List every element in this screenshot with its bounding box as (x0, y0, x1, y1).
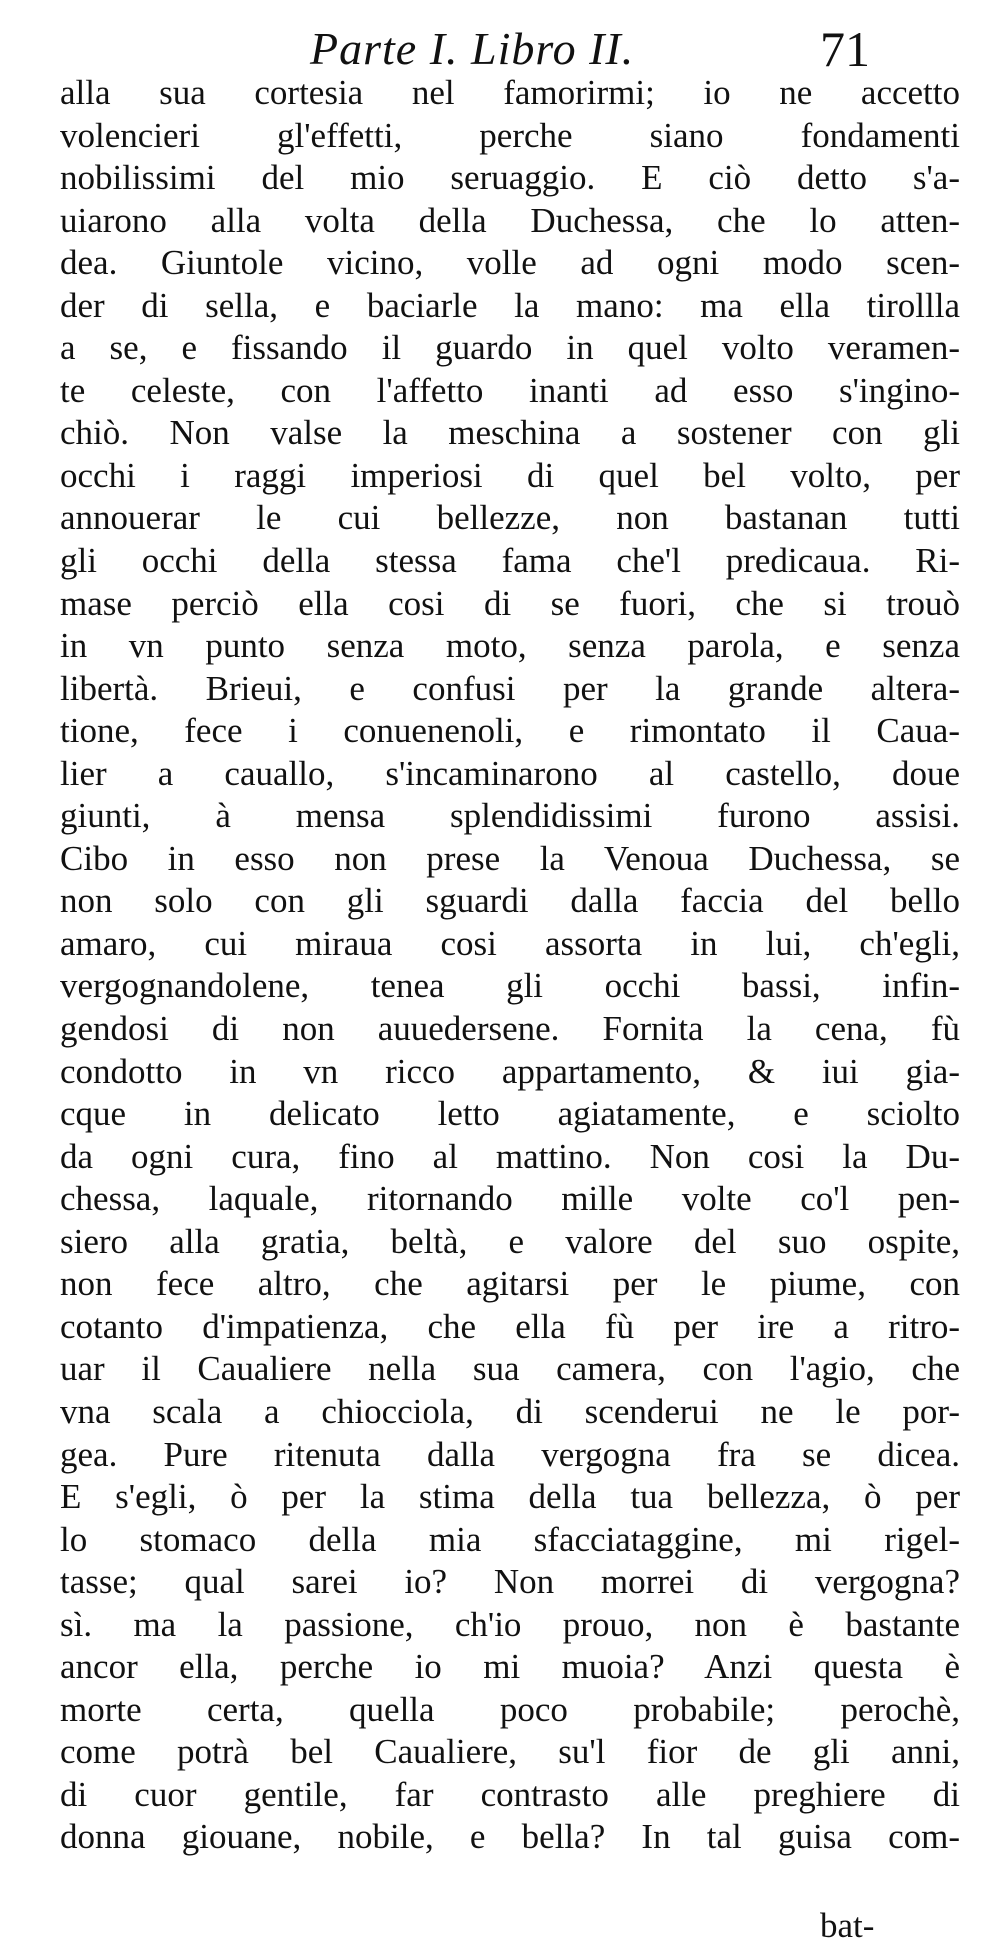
text-line: a se, e fissando il guardo in quel volto veramen- (60, 328, 960, 368)
text-line: der di sella, e baciarle la mano: ma ella tirollla (60, 285, 960, 325)
text-line: alla sua cortesia nel famorirmi; io ne accetto (60, 73, 960, 112)
text-line: gea. Pure ritenuta dalla vergogna fra se dicea. (60, 1434, 960, 1474)
text-line: chiò. Non valse la meschina a sostener con gli (60, 413, 960, 453)
text-line: siero alla gratia, beltà, e valore del suo ospite, (60, 1221, 960, 1261)
text-line: uar il Caualiere nella sua camera, con l'agio, che (60, 1349, 960, 1389)
text-line: nobilissimi del mio seruaggio. E ciò detto s'a- (60, 158, 960, 198)
text-line: condotto in vn ricco appartamento, & iui gia- (60, 1051, 960, 1091)
text-line: cotanto d'impatienza, che ella fù per ire a ritro- (60, 1306, 960, 1346)
text-line: annouerar le cui bellezze, non bastanan tutti (60, 498, 960, 538)
body-text (60, 72, 960, 1859)
text-line: lo stomaco della mia sfacciataggine, mi rigel- (60, 1519, 960, 1559)
text-line: tione, fece i conuenenoli, e rimontato il Caua- (60, 711, 960, 751)
text-line: E s'egli, ò per la stima della tua bellezza, ò per (60, 1477, 960, 1517)
text-line: uiarono alla volta della Duchessa, che lo atten- (60, 200, 960, 240)
text-line: gli occhi della stessa fama che'l predicaua. Ri- (60, 541, 960, 581)
text-line: da ogni cura, fino al mattino. Non cosi la Du- (60, 1136, 960, 1176)
text-line: come potrà bel Caualiere, su'l fior de gli anni, (60, 1732, 960, 1772)
text-line: sì. ma la passione, ch'io prouo, non è bastante (60, 1604, 960, 1644)
catchword: bat- (820, 1906, 875, 1945)
text-line: lier a cauallo, s'incaminarono al castello, doue (60, 753, 960, 793)
text-line: occhi i raggi imperiosi di quel bel volto, per (60, 455, 960, 495)
text-line: mase perciò ella cosi di se fuori, che si trouò (60, 583, 960, 623)
text-line: volencieri gl'effetti, perche siano fondamenti (60, 115, 960, 155)
page-number: 71 (820, 21, 870, 77)
text-line: morte certa, quella poco probabile; perochè, (60, 1689, 960, 1729)
text-line: libertà. Brieui, e confusi per la grande altera- (60, 668, 960, 708)
text-line: di cuor gentile, far contrasto alle preghiere di (60, 1774, 960, 1814)
text-line: donna giouane, nobile, e bella? In tal guisa com- (60, 1817, 960, 1857)
text-line: cque in delicato letto agiatamente, e sciolto (60, 1094, 960, 1134)
text-line: vergognandolene, tenea gli occhi bassi, infin- (60, 966, 960, 1006)
text-line: giunti, à mensa splendidissimi furono assisi. (60, 796, 960, 836)
text-line: non fece altro, che agitarsi per le piume, con (60, 1264, 960, 1304)
text-line: non solo con gli sguardi dalla faccia del bello (60, 881, 960, 921)
text-line: dea. Giuntole vicino, volle ad ogni modo scen- (60, 243, 960, 283)
text-line: tasse; qual sarei io? Non morrei di vergogna? (60, 1562, 960, 1602)
text-line: in vn punto senza moto, senza parola, e senza (60, 626, 960, 666)
text-line: chessa, laquale, ritornando mille volte co'l pen- (60, 1179, 960, 1219)
text-line: gendosi di non auuedersene. Fornita la cena, fù (60, 1009, 960, 1049)
running-head: Parte I. Libro II. (310, 23, 635, 74)
text-line: vna scala a chiocciola, di scenderui ne le por- (60, 1391, 960, 1431)
text-line: amaro, cui miraua cosi assorta in lui, ch'egli, (60, 923, 960, 963)
text-line: Cibo in esso non prese la Venoua Duchessa, se (60, 838, 960, 878)
text-line: ancor ella, perche io mi muoia? Anzi questa è (60, 1647, 960, 1687)
text-line: te celeste, con l'affetto inanti ad esso s'ingino- (60, 370, 960, 410)
